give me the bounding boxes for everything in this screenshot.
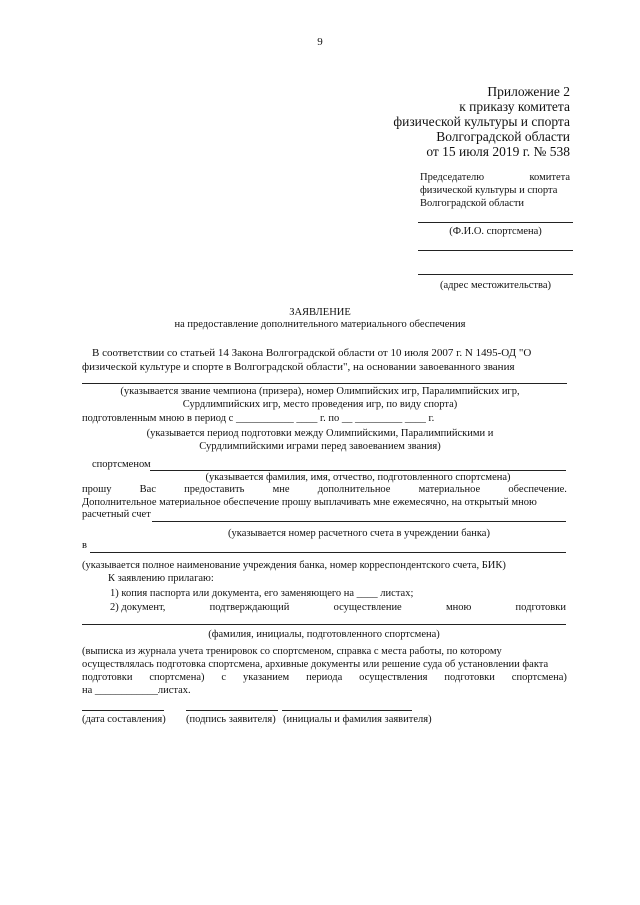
paragraph-1-line-2: физической культуре и спорте в Волгоградской области", на основании завоеванного звания: [82, 361, 515, 373]
excerpt-line-3: [82, 672, 567, 683]
document-title: ЗАЯВЛЕНИЕ: [289, 307, 351, 318]
request-word: прошу: [82, 484, 112, 495]
address-field-line-2: [418, 274, 573, 275]
excerpt-word: с: [221, 672, 227, 683]
appendix-line-3: физической культуры и спорта: [393, 114, 570, 129]
appendix-header: [393, 84, 570, 159]
request-line-2: Дополнительное материальное обеспечение прошу выплачивать мне ежемесячно, на открытый мною: [82, 497, 537, 508]
attachment-2-word: мною: [445, 602, 472, 613]
request-word: обеспечение.: [508, 484, 567, 495]
fio-field-line: [418, 222, 573, 223]
request-word: Вас: [139, 484, 156, 495]
document-subtitle: на предоставление дополнительного материального обеспечения: [174, 319, 466, 330]
addressee-line-2: физической культуры и спорта: [420, 185, 558, 196]
addressee-line-3: Волгоградской области: [420, 198, 525, 209]
excerpt-word: спортсмена): [511, 672, 567, 683]
title-field-line: [82, 383, 567, 384]
paragraph-1-line-1: В соответствии со статьей 14 Закона Волгоградской области от 10 июля 2007 г. N 1495-ОД "О: [92, 347, 532, 359]
address-field-line-1: [418, 250, 573, 251]
excerpt-word: подготовки: [82, 672, 133, 683]
appendix-line-4: Волгоградской области: [436, 129, 570, 144]
excerpt-line-2: осуществлялась подготовка спортсмена, архивные документы или решение суда об установлении факта: [82, 659, 549, 670]
appendix-line-5: от 15 июля 2019 г. № 538: [426, 144, 570, 159]
attachment-2-word: осуществление: [333, 602, 402, 613]
request-word: дополнительное: [317, 484, 391, 495]
date-field-line: [82, 710, 164, 711]
fio-prepared-field-line: [82, 624, 566, 625]
appendix-line-1: Приложение 2: [487, 84, 570, 99]
attachments-intro: К заявлению прилагаю:: [108, 573, 214, 584]
bank-prefix: в: [82, 540, 87, 551]
signature-field-line: [186, 710, 278, 711]
hint-period-1: (указывается период подготовки между Олимпийскими, Паралимпийскими и: [146, 428, 494, 439]
excerpt-word: периода: [306, 672, 343, 683]
attachment-2: [110, 602, 566, 613]
hint-coach: (указывается фамилия, имя, отчество, подготовленного спортсмена): [205, 472, 511, 483]
request-word: материальное: [418, 484, 481, 495]
excerpt-word: указанием: [243, 672, 290, 683]
date-caption: (дата составления): [82, 714, 166, 725]
hint-period-2: Сурдлимпийскими играми перед завоеванием звания): [199, 441, 441, 452]
request-word: мне: [272, 484, 290, 495]
fio-caption: (Ф.И.О. спортсмена): [449, 226, 542, 237]
coach-label: спортсменом: [92, 459, 151, 470]
attachment-1: 1) копия паспорта или документа, его заменяющего на ____ листах;: [110, 588, 414, 599]
name-field-line: [282, 710, 412, 711]
account-label: расчетный счет: [82, 509, 151, 520]
attachment-2-word: 2) документ,: [110, 602, 166, 613]
attachment-2-word: подготовки: [515, 602, 566, 613]
period-line: подготовленным мною в период с ___________ ____ г. по __ _________ ____ г.: [82, 413, 435, 424]
excerpt-word: спортсмена): [149, 672, 205, 683]
name-caption: (инициалы и фамилия заявителя): [283, 714, 432, 725]
appendix-line-2: к приказу комитета: [459, 99, 570, 114]
coach-field-line: [150, 470, 566, 471]
request-line-1: [82, 484, 567, 495]
hint-fio-prepared: (фамилия, инициалы, подготовленного спортсмена): [208, 629, 440, 640]
excerpt-line-1: (выписка из журнала учета тренировок со спортсменом, справка с места работы, по которому: [82, 646, 502, 657]
excerpt-line-4: на ____________листах.: [82, 685, 191, 696]
bank-field-line: [90, 552, 566, 553]
excerpt-word: подготовки: [444, 672, 495, 683]
hint-bank: (указывается полное наименование учреждения банка, номер корреспондентского счета, БИК): [82, 560, 506, 571]
excerpt-word: осуществления: [359, 672, 428, 683]
hint-title-2: Сурдлимпийских игр, место проведения игр, по виду спорта): [182, 399, 458, 410]
page-number: 9: [317, 36, 323, 48]
account-field-line: [152, 521, 566, 522]
hint-title-1: (указывается звание чемпиона (призера), номер Олимпийских игр, Паралимпийских игр,: [120, 386, 520, 397]
signature-caption: (подпись заявителя): [186, 714, 276, 725]
attachment-2-word: подтверждающий: [209, 602, 290, 613]
address-caption: (адрес местожительства): [440, 280, 551, 291]
request-word: предоставить: [184, 484, 245, 495]
hint-account: (указывается номер расчетного счета в учреждении банка): [228, 528, 490, 539]
addressee-line-1: Председателю комитета: [420, 172, 570, 183]
